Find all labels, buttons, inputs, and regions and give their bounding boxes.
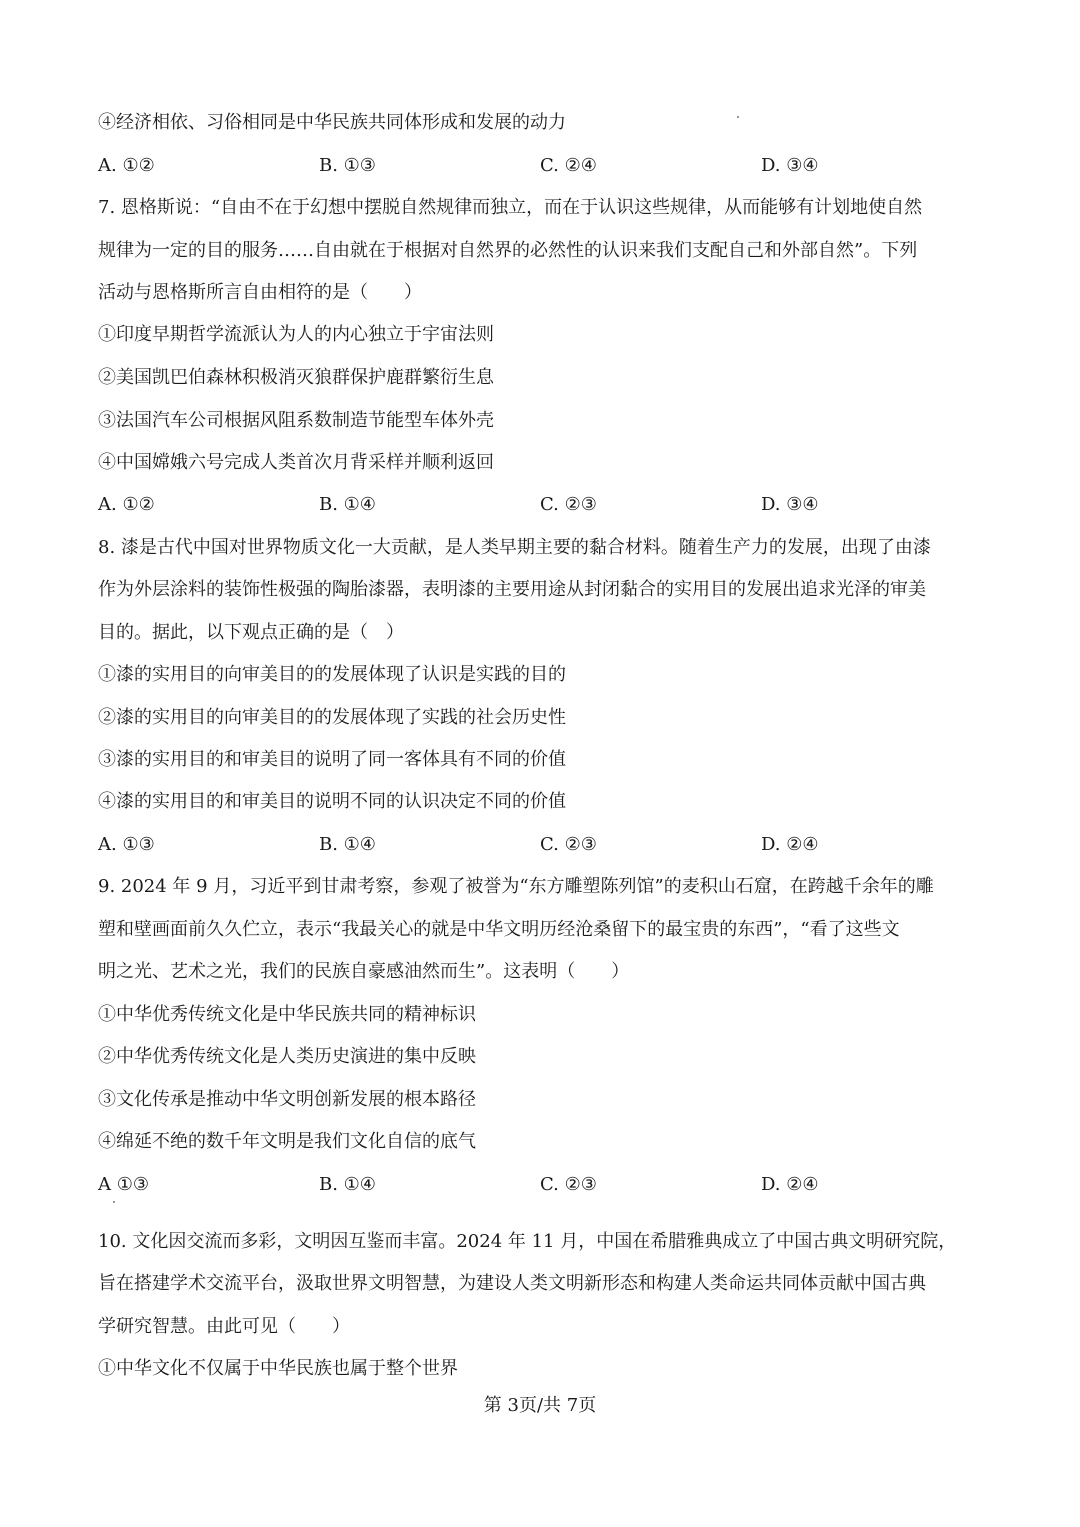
- question-8-stem: 作为外层涂料的装饰性极强的陶胎漆器，表明漆的主要用途从封闭黏合的实用目的发展出追求光泽的审美: [98, 579, 926, 600]
- option-c: C. ②③: [540, 834, 597, 855]
- question-7-stem: 7. 恩格斯说：“自由不在于幻想中摆脱自然规律而独立，而在于认识这些规律，从而能够有计划地使自然: [98, 197, 923, 218]
- statement-line: ②美国凯巴伯森林积极消灭狼群保护鹿群繁衍生息: [98, 367, 494, 388]
- option-d: D. ②④: [761, 1174, 819, 1195]
- question-10-stem: 旨在搭建学术交流平台，汲取世界文明智慧，为建设人类文明新形态和构建人类命运共同体贡献中国古典: [98, 1273, 926, 1294]
- question-8-stem: 8. 漆是古代中国对世界物质文化一大贡献，是人类早期主要的黏合材料。随着生产力的发展，出现了由漆: [98, 537, 931, 558]
- statement-line: ③法国汽车公司根据风阻系数制造节能型车体外壳: [98, 410, 494, 431]
- option-a: A ①③: [98, 1174, 149, 1195]
- answer-options: [98, 1173, 998, 1197]
- question-8-stem: 目的。据此，以下观点正确的是（ ）: [98, 622, 404, 643]
- statement-line: ②中华优秀传统文化是人类历史演进的集中反映: [98, 1046, 476, 1067]
- question-7-stem: 规律为一定的目的服务……自由就在于根据对自然界的必然性的认识来我们支配自己和外部自然”。下列: [98, 240, 918, 261]
- question-10-stem: 10. 文化因交流而多彩，文明因互鉴而丰富。2024 年 11 月，中国在希腊雅典成立了中国古典文明研究院，: [98, 1231, 957, 1252]
- scan-speck: [737, 116, 739, 118]
- statement-line: ①印度早期哲学流派认为人的内心独立于宇宙法则: [98, 324, 494, 345]
- statement-line: ④经济相依、习俗相同是中华民族共同体形成和发展的动力: [98, 112, 566, 133]
- statement-line: ③漆的实用目的和审美目的说明了同一客体具有不同的价值: [98, 749, 566, 770]
- statement-line: ①漆的实用目的向审美目的的发展体现了认识是实践的目的: [98, 664, 566, 685]
- scan-speck: [113, 1201, 115, 1203]
- option-b: B. ①③: [319, 155, 376, 176]
- statement-line: ①中华优秀传统文化是中华民族共同的精神标识: [98, 1004, 476, 1025]
- question-9-stem: 塑和壁画面前久久伫立，表示“我最关心的就是中华文明历经沧桑留下的最宝贵的东西”，“看了这些文: [98, 919, 900, 940]
- statement-line: ④漆的实用目的和审美目的说明不同的认识决定不同的价值: [98, 791, 566, 812]
- page-number: 第 3页/共 7页: [483, 1395, 597, 1416]
- answer-options: [98, 833, 998, 857]
- option-b: B. ①④: [319, 1174, 376, 1195]
- statement-line: ④中国嫦娥六号完成人类首次月背采样并顺利返回: [98, 452, 494, 473]
- option-b: B. ①④: [319, 494, 376, 515]
- option-c: C. ②③: [540, 494, 597, 515]
- option-d: D. ②④: [761, 834, 819, 855]
- question-9-stem: 9. 2024 年 9 月，习近平到甘肃考察，参观了被誉为“东方雕塑陈列馆”的麦积山石窟，在跨越千余年的雕: [98, 876, 934, 897]
- option-a: A. ①③: [98, 834, 155, 855]
- question-7-stem: 活动与恩格斯所言自由相符的是（ ）: [98, 282, 422, 303]
- question-9-stem: 明之光、艺术之光，我们的民族自豪感油然而生”。这表明（ ）: [98, 961, 630, 982]
- question-10-stem: 学研究智慧。由此可见（ ）: [98, 1316, 350, 1337]
- statement-line: ④绵延不绝的数千年文明是我们文化自信的底气: [98, 1131, 476, 1152]
- statement-line: ②漆的实用目的向审美目的的发展体现了实践的社会历史性: [98, 707, 566, 728]
- option-c: C. ②④: [540, 155, 597, 176]
- statement-line: ③文化传承是推动中华文明创新发展的根本路径: [98, 1089, 476, 1110]
- option-b: B. ①④: [319, 834, 376, 855]
- option-d: D. ③④: [761, 155, 819, 176]
- option-a: A. ①②: [98, 494, 155, 515]
- option-c: C. ②③: [540, 1174, 597, 1195]
- option-d: D. ③④: [761, 494, 819, 515]
- answer-options: [98, 493, 998, 517]
- statement-line: ①中华文化不仅属于中华民族也属于整个世界: [98, 1358, 458, 1379]
- option-a: A. ①②: [98, 155, 155, 176]
- answer-options: [98, 154, 998, 178]
